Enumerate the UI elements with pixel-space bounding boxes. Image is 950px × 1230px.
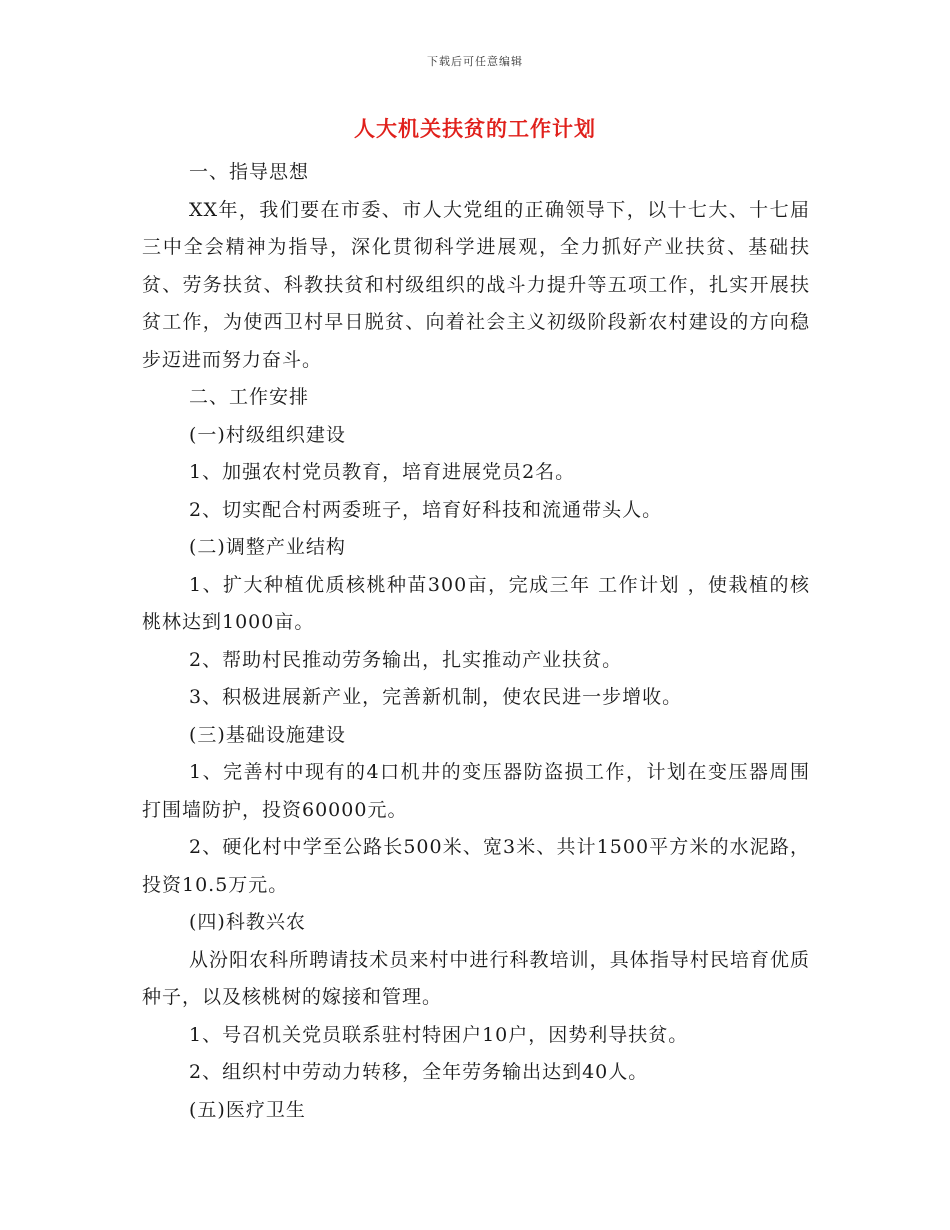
list-item: 3、积极进展新产业，完善新机制，使农民进一步增收。 — [189, 686, 683, 708]
paragraph-guiding-ideology: XX年，我们要在市委、市人大党组的正确领导下，以十七大、十七届三中全会精神为指导，深化贯彻科学进展观，全力抓好产业扶贫、基础扶贫、劳务扶贫、科教扶贫和村级组织的战斗力提升等五项工作，扎实开展扶贫工作，为使西卫村早日脱贫、向着社会主义初级阶段新农村建设的方向稳步迈进而努力奋斗。 — [142, 198, 810, 371]
header-note: 下载后可任意编辑 — [427, 55, 523, 68]
subsection-heading-science-education: (四)科教兴农 — [189, 911, 306, 933]
list-item: 1、扩大种植优质核桃种苗300亩，完成三年 工作计划 ，使栽植的核桃林达到1000亩。 — [142, 573, 810, 633]
document-body — [142, 154, 810, 1129]
subsection-heading-industry-structure: (二)调整产业结构 — [189, 536, 346, 558]
section-heading-work-arrangement: 二、工作安排 — [189, 386, 310, 408]
list-item: 2、切实配合村两委班子，培育好科技和流通带头人。 — [189, 498, 663, 521]
paragraph-science-education: 从汾阳农科所聘请技术员来村中进行科教培训，具体指导村民培育优质种子，以及核桃树的嫁接和管理。 — [142, 948, 810, 1008]
document-title: 人大机关扶贫的工作计划 — [354, 116, 596, 141]
subsection-heading-infrastructure: (三)基础设施建设 — [189, 723, 346, 746]
section-heading-guiding-ideology: 一、指导思想 — [189, 161, 310, 183]
subsection-heading-medical-health: (五)医疗卫生 — [189, 1098, 306, 1121]
list-item: 2、组织村中劳动力转移，全年劳务输出达到40人。 — [189, 1061, 649, 1083]
list-item: 1、号召机关党员联系驻村特困户10户，因势利导扶贫。 — [189, 1023, 689, 1046]
list-item: 1、完善村中现有的4口机井的变压器防盗损工作，计划在变压器周围打围墙防护，投资60000元。 — [142, 761, 810, 821]
list-item: 2、帮助村民推动劳务输出，扎实推动产业扶贫。 — [189, 648, 623, 671]
subsection-heading-village-organization: (一)村级组织建设 — [189, 423, 346, 446]
list-item: 2、硬化村中学至公路长500米、宽3米、共计1500平方米的水泥路，投资10.5万元。 — [142, 836, 810, 896]
list-item: 1、加强农村党员教育，培育进展党员2名。 — [189, 461, 576, 483]
